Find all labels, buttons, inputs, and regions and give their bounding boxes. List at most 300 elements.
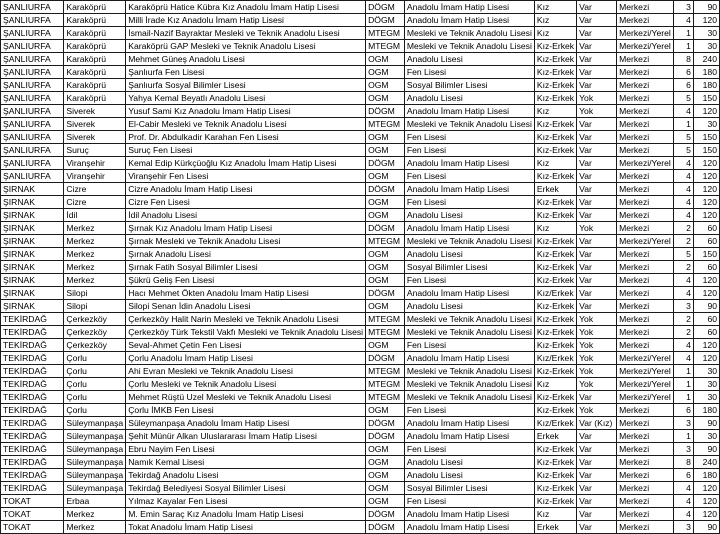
placement-cell: Merkezi [617,170,674,183]
gender-cell: Kız-Erkek [534,495,576,508]
class-count-cell: 4 [673,14,693,27]
class-count-cell: 4 [673,339,693,352]
province-cell: ŞIRNAK [1,222,64,235]
placement-cell: Merkezi [617,508,674,521]
school-name-cell: Hacı Mehmet Ökten Anadolu İmam Hatip Lisesi [126,287,366,300]
gender-cell: Kız-Erkek [534,79,576,92]
district-cell: Çerkezköy [64,326,126,339]
school-type-cell: Anadolu Lisesi [404,248,534,261]
quota-cell: 180 [693,404,719,417]
dormitory-cell: Yok [577,92,617,105]
district-cell: Çorlu [64,391,126,404]
table-row [1,105,720,118]
directorate-cell: DÖGM [366,105,405,118]
province-cell: ŞIRNAK [1,196,64,209]
placement-cell: Merkezi [617,300,674,313]
quota-cell: 240 [693,53,719,66]
table-row [1,235,720,248]
quota-cell: 180 [693,66,719,79]
placement-cell: Merkezi/Yerel [617,27,674,40]
gender-cell: Kız/Erkek [534,417,576,430]
province-cell: ŞANLIURFA [1,1,64,14]
district-cell: Karaköprü [64,53,126,66]
district-cell: Çorlu [64,378,126,391]
school-name-cell: Milli İrade Kız Anadolu İmam Hatip Lisesi [126,14,366,27]
dormitory-cell: Var [577,131,617,144]
table-row [1,131,720,144]
table-row [1,248,720,261]
gender-cell: Kız-Erkek [534,261,576,274]
province-cell: TOKAT [1,521,64,534]
quota-cell: 120 [693,105,719,118]
directorate-cell: DÖGM [366,222,405,235]
directorate-cell: OGM [366,456,405,469]
gender-cell: Kız [534,157,576,170]
province-cell: ŞIRNAK [1,300,64,313]
gender-cell: Kız-Erkek [534,209,576,222]
class-count-cell: 4 [673,209,693,222]
district-cell: Siverek [64,131,126,144]
quota-cell: 30 [693,365,719,378]
class-count-cell: 3 [673,300,693,313]
school-type-cell: Mesleki ve Teknik Anadolu Lisesi [404,378,534,391]
province-cell: TEKİRDAĞ [1,352,64,365]
school-name-cell: Şehit Münür Alkan Uluslararası İmam Hatip Lisesi [126,430,366,443]
school-name-cell: M. Emin Saraç Kız Anadolu İmam Hatip Lisesi [126,508,366,521]
dormitory-cell: Yok [577,404,617,417]
table-row [1,196,720,209]
class-count-cell: 2 [673,235,693,248]
table-row [1,66,720,79]
school-name-cell: Tokat Anadolu İmam Hatip Lisesi [126,521,366,534]
placement-cell: Merkezi/Yerel [617,157,674,170]
school-type-cell: Mesleki ve Teknik Anadolu Lisesi [404,27,534,40]
directorate-cell: OGM [366,92,405,105]
placement-cell: Merkezi/Yerel [617,40,674,53]
district-cell: Silopi [64,300,126,313]
province-cell: ŞANLIURFA [1,27,64,40]
province-cell: TEKİRDAĞ [1,365,64,378]
school-type-cell: Anadolu İmam Hatip Lisesi [404,14,534,27]
directorate-cell: OGM [366,495,405,508]
gender-cell: Kız-Erkek [534,118,576,131]
province-cell: ŞANLIURFA [1,92,64,105]
quota-cell: 180 [693,79,719,92]
district-cell: Çorlu [64,352,126,365]
school-type-cell: Fen Lisesi [404,144,534,157]
school-type-cell: Anadolu Lisesi [404,300,534,313]
directorate-cell: OGM [366,79,405,92]
quota-cell: 60 [693,313,719,326]
dormitory-cell: Yok [577,105,617,118]
province-cell: TEKİRDAĞ [1,430,64,443]
class-count-cell: 2 [673,222,693,235]
table-row [1,482,720,495]
school-name-cell: Çorlu Anadolu İmam Hatip Lisesi [126,352,366,365]
placement-cell: Merkezi [617,118,674,131]
dormitory-cell: Var [577,521,617,534]
dormitory-cell: Var [577,430,617,443]
quota-cell: 120 [693,274,719,287]
class-count-cell: 1 [673,391,693,404]
school-type-cell: Fen Lisesi [404,131,534,144]
school-type-cell: Anadolu İmam Hatip Lisesi [404,1,534,14]
school-name-cell: Süleymanpaşa Anadolu İmam Hatip Lisesi [126,417,366,430]
quota-cell: 120 [693,209,719,222]
province-cell: TEKİRDAĞ [1,443,64,456]
gender-cell: Kız-Erkek [534,248,576,261]
placement-cell: Merkezi [617,66,674,79]
school-name-cell: Namık Kemal Lisesi [126,456,366,469]
quota-cell: 150 [693,131,719,144]
placement-cell: Merkezi [617,495,674,508]
dormitory-cell: Var [577,79,617,92]
quota-cell: 120 [693,196,719,209]
placement-cell: Merkezi [617,482,674,495]
placement-cell: Merkezi [617,274,674,287]
dormitory-cell: Var [577,261,617,274]
class-count-cell: 5 [673,144,693,157]
gender-cell: Kız-Erkek [534,92,576,105]
school-name-cell: İdil Anadolu Lisesi [126,209,366,222]
quota-cell: 90 [693,1,719,14]
dormitory-cell: Var [577,469,617,482]
province-cell: ŞIRNAK [1,287,64,300]
dormitory-cell: Var [577,274,617,287]
table-row [1,456,720,469]
gender-cell: Kız-Erkek [534,300,576,313]
school-name-cell: Tekirdağ Anadolu Lisesi [126,469,366,482]
placement-cell: Merkezi [617,53,674,66]
placement-cell: Merkezi [617,469,674,482]
quota-cell: 150 [693,144,719,157]
placement-cell: Merkezi [617,92,674,105]
gender-cell: Kız [534,27,576,40]
district-cell: Merkez [64,235,126,248]
quota-cell: 120 [693,157,719,170]
school-type-cell: Anadolu Lisesi [404,53,534,66]
school-type-cell: Anadolu Lisesi [404,469,534,482]
table-row [1,183,720,196]
province-cell: ŞANLIURFA [1,14,64,27]
province-cell: ŞIRNAK [1,183,64,196]
province-cell: ŞANLIURFA [1,79,64,92]
school-name-cell: Şanlıurfa Sosyal Bilimler Lisesi [126,79,366,92]
school-name-cell: Yahya Kemal Beyatlı Anadolu Lisesi [126,92,366,105]
placement-cell: Merkezi/Yerel [617,391,674,404]
quota-cell: 120 [693,183,719,196]
dormitory-cell: Var [577,508,617,521]
directorate-cell: OGM [366,131,405,144]
placement-cell: Merkezi/Yerel [617,378,674,391]
school-name-cell: El-Cabir Mesleki ve Teknik Anadolu Lisesi [126,118,366,131]
district-cell: Viranşehir [64,170,126,183]
class-count-cell: 3 [673,443,693,456]
school-type-cell: Anadolu Lisesi [404,456,534,469]
placement-cell: Merkezi [617,14,674,27]
directorate-cell: MTEGM [366,235,405,248]
dormitory-cell: Var [577,300,617,313]
school-type-cell: Mesleki ve Teknik Anadolu Lisesi [404,40,534,53]
gender-cell: Kız-Erkek [534,40,576,53]
quota-cell: 90 [693,521,719,534]
quota-cell: 120 [693,508,719,521]
class-count-cell: 8 [673,53,693,66]
placement-cell: Merkezi [617,443,674,456]
class-count-cell: 1 [673,365,693,378]
placement-cell: Merkezi/Yerel [617,352,674,365]
dormitory-cell: Var [577,248,617,261]
quota-cell: 120 [693,14,719,27]
directorate-cell: OGM [366,300,405,313]
gender-cell: Kız-Erkek [534,469,576,482]
quota-cell: 30 [693,430,719,443]
placement-cell: Merkezi [617,183,674,196]
quota-cell: 120 [693,287,719,300]
dormitory-cell: Var [577,495,617,508]
gender-cell: Kız [534,222,576,235]
province-cell: TEKİRDAĞ [1,378,64,391]
province-cell: TEKİRDAĞ [1,391,64,404]
school-name-cell: Karaköprü Hatice Kübra Kız Anadolu İmam Hatip Lisesi [126,1,366,14]
district-cell: Karaköprü [64,92,126,105]
directorate-cell: DÖGM [366,287,405,300]
district-cell: Süleymanpaşa [64,469,126,482]
placement-cell: Merkezi [617,417,674,430]
directorate-cell: OGM [366,196,405,209]
table-row [1,404,720,417]
district-cell: Karaköprü [64,79,126,92]
school-type-cell: Fen Lisesi [404,339,534,352]
district-cell: Silopi [64,287,126,300]
province-cell: ŞANLIURFA [1,144,64,157]
gender-cell: Kız-Erkek [534,456,576,469]
directorate-cell: OGM [366,469,405,482]
gender-cell: Kız-Erkek [534,339,576,352]
quota-cell: 30 [693,391,719,404]
school-name-cell: Şanlıurfa Fen Lisesi [126,66,366,79]
class-count-cell: 3 [673,1,693,14]
gender-cell: Kız [534,1,576,14]
school-name-cell: Suruç Fen Lisesi [126,144,366,157]
class-count-cell: 4 [673,157,693,170]
school-name-cell: Mehmet Güneş Anadolu Lisesi [126,53,366,66]
school-type-cell: Anadolu İmam Hatip Lisesi [404,222,534,235]
table-row [1,352,720,365]
table-row [1,430,720,443]
province-cell: TEKİRDAĞ [1,326,64,339]
table-row [1,443,720,456]
school-type-cell: Anadolu Lisesi [404,209,534,222]
school-name-cell: Şırnak Fatih Sosyal Bilimler Lisesi [126,261,366,274]
school-name-cell: Çorlu Mesleki ve Teknik Anadolu Lisesi [126,378,366,391]
dormitory-cell: Yok [577,222,617,235]
dormitory-cell: Var [577,456,617,469]
school-type-cell: Sosyal Bilimler Lisesi [404,261,534,274]
directorate-cell: MTEGM [366,391,405,404]
province-cell: ŞANLIURFA [1,131,64,144]
district-cell: Karaköprü [64,40,126,53]
district-cell: Merkez [64,274,126,287]
class-count-cell: 3 [673,521,693,534]
school-name-cell: Şırnak Kız Anadolu İmam Hatip Lisesi [126,222,366,235]
quota-cell: 60 [693,326,719,339]
dormitory-cell: Yok [577,365,617,378]
dormitory-cell: Var [577,183,617,196]
quota-cell: 120 [693,352,719,365]
school-name-cell: Mehmet Rüştü Uzel Mesleki ve Teknik Anadolu Lisesi [126,391,366,404]
district-cell: Siverek [64,118,126,131]
placement-cell: Merkezi [617,105,674,118]
class-count-cell: 2 [673,313,693,326]
dormitory-cell: Yok [577,313,617,326]
dormitory-cell: Var [577,287,617,300]
school-name-cell: Karaköprü GAP Mesleki ve Teknik Anadolu Lisesi [126,40,366,53]
quota-cell: 150 [693,248,719,261]
school-name-cell: Şırnak Anadolu Lisesi [126,248,366,261]
province-cell: ŞANLIURFA [1,105,64,118]
directorate-cell: OGM [366,404,405,417]
table-row [1,40,720,53]
class-count-cell: 1 [673,378,693,391]
table-row [1,170,720,183]
table-row [1,92,720,105]
province-cell: ŞIRNAK [1,209,64,222]
directorate-cell: DÖGM [366,157,405,170]
dormitory-cell: Var (Kız) [577,417,617,430]
directorate-cell: OGM [366,443,405,456]
district-cell: Süleymanpaşa [64,417,126,430]
dormitory-cell: Var [577,66,617,79]
quota-cell: 30 [693,378,719,391]
dormitory-cell: Var [577,118,617,131]
placement-cell: Merkezi/Yerel [617,235,674,248]
placement-cell: Merkezi [617,313,674,326]
school-type-cell: Anadolu İmam Hatip Lisesi [404,352,534,365]
directorate-cell: OGM [366,144,405,157]
gender-cell: Kız-Erkek [534,170,576,183]
placement-cell: Merkezi [617,144,674,157]
class-count-cell: 1 [673,27,693,40]
school-name-cell: İsmail-Nazif Bayraktar Mesleki ve Teknik Anadolu Lisesi [126,27,366,40]
dormitory-cell: Yok [577,378,617,391]
school-name-cell: Ebru Nayim Fen Lisesi [126,443,366,456]
province-cell: ŞANLIURFA [1,53,64,66]
table-row [1,157,720,170]
school-name-cell: Cizre Fen Lisesi [126,196,366,209]
school-type-cell: Anadolu Lisesi [404,92,534,105]
directorate-cell: OGM [366,66,405,79]
gender-cell: Kız [534,14,576,27]
table-row [1,209,720,222]
gender-cell: Kız-Erkek [534,443,576,456]
school-name-cell: Şükrü Geliş Fen Lisesi [126,274,366,287]
province-cell: ŞIRNAK [1,274,64,287]
quota-cell: 180 [693,469,719,482]
class-count-cell: 6 [673,66,693,79]
placement-cell: Merkezi [617,339,674,352]
province-cell: TEKİRDAĞ [1,339,64,352]
class-count-cell: 8 [673,456,693,469]
directorate-cell: OGM [366,170,405,183]
placement-cell: Merkezi [617,131,674,144]
gender-cell: Erkek [534,183,576,196]
placement-cell: Merkezi [617,222,674,235]
dormitory-cell: Yok [577,352,617,365]
school-name-cell: Prof. Dr. Abdulkadir Karahan Fen Lisesi [126,131,366,144]
placement-cell: Merkezi [617,196,674,209]
placement-cell: Merkezi [617,248,674,261]
directorate-cell: DÖGM [366,430,405,443]
gender-cell: Erkek [534,521,576,534]
dormitory-cell: Var [577,235,617,248]
school-type-cell: Anadolu İmam Hatip Lisesi [404,521,534,534]
district-cell: Siverek [64,105,126,118]
province-cell: ŞIRNAK [1,261,64,274]
table-row [1,261,720,274]
directorate-cell: OGM [366,53,405,66]
province-cell: TOKAT [1,508,64,521]
gender-cell: Kız-Erkek [534,365,576,378]
gender-cell: Kız [534,378,576,391]
quota-cell: 150 [693,92,719,105]
province-cell: TEKİRDAĞ [1,313,64,326]
dormitory-cell: Yok [577,326,617,339]
school-name-cell: Yusuf Sami Kız Anadolu İmam Hatip Lisesi [126,105,366,118]
dormitory-cell: Var [577,209,617,222]
district-cell: Suruç [64,144,126,157]
province-cell: ŞANLIURFA [1,157,64,170]
class-count-cell: 4 [673,287,693,300]
district-cell: Süleymanpaşa [64,430,126,443]
school-type-cell: Mesleki ve Teknik Anadolu Lisesi [404,313,534,326]
dormitory-cell: Var [577,40,617,53]
class-count-cell: 1 [673,430,693,443]
table-row [1,326,720,339]
directorate-cell: DÖGM [366,14,405,27]
quota-cell: 120 [693,482,719,495]
class-count-cell: 1 [673,40,693,53]
dormitory-cell: Var [577,1,617,14]
province-cell: ŞANLIURFA [1,118,64,131]
district-cell: Süleymanpaşa [64,443,126,456]
district-cell: İdil [64,209,126,222]
class-count-cell: 4 [673,508,693,521]
class-count-cell: 4 [673,352,693,365]
placement-cell: Merkezi [617,326,674,339]
district-cell: Süleymanpaşa [64,456,126,469]
dormitory-cell: Var [577,14,617,27]
quota-cell: 120 [693,170,719,183]
table-row [1,53,720,66]
quota-cell: 60 [693,261,719,274]
class-count-cell: 4 [673,274,693,287]
directorate-cell: DÖGM [366,508,405,521]
gender-cell: Kız-Erkek [534,482,576,495]
school-type-cell: Anadolu İmam Hatip Lisesi [404,183,534,196]
gender-cell: Kız/Erkek [534,287,576,300]
district-cell: Merkez [64,521,126,534]
province-cell: ŞANLIURFA [1,66,64,79]
quota-cell: 30 [693,40,719,53]
gender-cell: Kız-Erkek [534,313,576,326]
quota-cell: 30 [693,27,719,40]
gender-cell: Kız-Erkek [534,235,576,248]
table-row [1,521,720,534]
class-count-cell: 3 [673,417,693,430]
class-count-cell: 5 [673,131,693,144]
gender-cell: Kız-Erkek [534,53,576,66]
